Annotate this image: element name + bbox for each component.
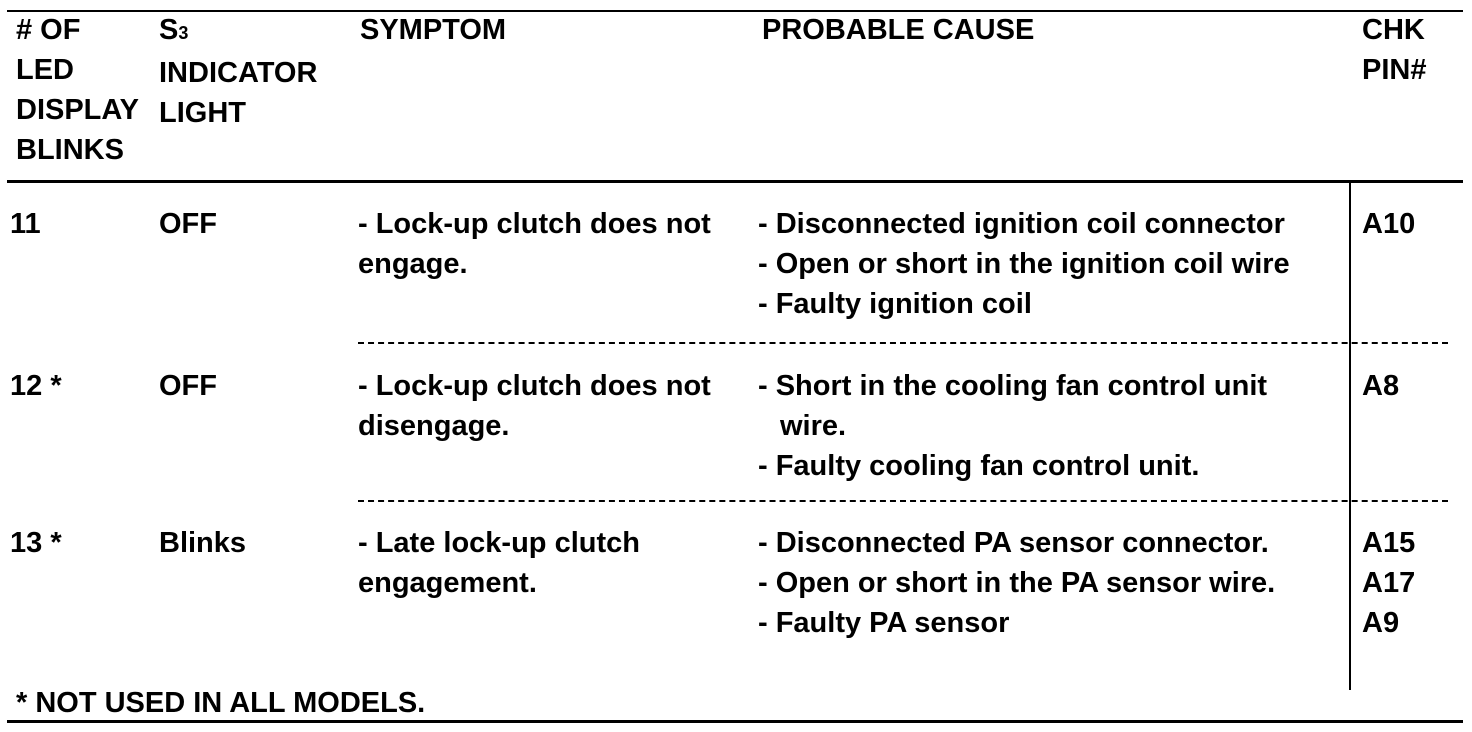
- symptom-line: - Lock-up clutch does not: [358, 370, 711, 402]
- header-rule: [7, 180, 1463, 183]
- row-13-indicator: [159, 523, 246, 563]
- cause-line: - Disconnected ignition coil connector: [758, 208, 1285, 240]
- symptom-line: - Lock-up clutch does not: [358, 208, 711, 240]
- row-11-symptom: [358, 204, 711, 284]
- header-line: PIN#: [1362, 54, 1427, 86]
- cause-line: wire.: [780, 410, 847, 442]
- indicator-value: OFF: [159, 370, 217, 402]
- pin-value: A9: [1362, 607, 1400, 639]
- cause-line: - Short in the cooling fan control unit: [758, 370, 1268, 402]
- header-indicator-light: [159, 10, 317, 133]
- header-line: BLINKS: [16, 134, 124, 166]
- header-s: S: [159, 14, 179, 46]
- pin-value: A8: [1362, 370, 1400, 402]
- header-line: [159, 10, 317, 53]
- row-11-blinks: [10, 204, 41, 244]
- pin-value: A15: [1362, 527, 1416, 559]
- cause-line: - Faulty ignition coil: [758, 288, 1032, 320]
- cause-line: - Disconnected PA sensor connector.: [758, 527, 1269, 559]
- indicator-value: Blinks: [159, 527, 247, 559]
- header-line: INDICATOR: [159, 57, 318, 89]
- header-probable-cause: [762, 10, 1034, 50]
- row-11-pins: [1362, 204, 1415, 244]
- blinks-value: 13 *: [10, 527, 62, 559]
- symptom-line: disengage.: [358, 410, 510, 442]
- pin-value: A17: [1362, 567, 1416, 599]
- cause-line: - Faulty cooling fan control unit.: [758, 450, 1200, 482]
- row-separator: [358, 500, 1448, 502]
- symptom-line: engage.: [358, 248, 468, 280]
- header-led-blinks: [16, 10, 139, 170]
- row-11-indicator: [159, 204, 217, 244]
- row-12-causes: [758, 366, 1267, 486]
- row-separator: [358, 342, 1448, 344]
- table-bottom-rule: [7, 720, 1463, 723]
- cause-line: - Open or short in the PA sensor wire.: [758, 567, 1276, 599]
- pin-value: A10: [1362, 208, 1416, 240]
- row-13-pins: [1362, 523, 1415, 643]
- header-symptom: [360, 10, 506, 50]
- header-line: # OF: [16, 14, 81, 46]
- header-line: DISPLAY: [16, 94, 140, 126]
- blinks-value: 12 *: [10, 370, 62, 402]
- symptom-line: - Late lock-up clutch: [358, 527, 640, 559]
- header-subscript: 3: [178, 23, 189, 43]
- footnote: * NOT USED IN ALL MODELS.: [16, 687, 426, 719]
- indicator-value: OFF: [159, 208, 217, 240]
- cause-line: - Faulty PA sensor: [758, 607, 1010, 639]
- row-12-indicator: [159, 366, 217, 406]
- row-13-symptom: [358, 523, 640, 603]
- header-check-pin: [1362, 10, 1426, 90]
- row-12-blinks: [10, 366, 62, 406]
- header-line: CHK: [1362, 14, 1425, 46]
- row-13-blinks: [10, 523, 62, 563]
- cause-line: - Open or short in the ignition coil wire: [758, 248, 1290, 280]
- symptom-line: engagement.: [358, 567, 537, 599]
- header-line: PROBABLE CAUSE: [762, 14, 1035, 46]
- row-11-causes: [758, 204, 1290, 324]
- header-line: LED: [16, 54, 74, 86]
- header-line: SYMPTOM: [360, 14, 507, 46]
- pin-column-divider: [1349, 183, 1351, 690]
- blinks-value: 11: [10, 208, 41, 240]
- row-13-causes: [758, 523, 1275, 643]
- row-12-pins: [1362, 366, 1399, 406]
- header-line: LIGHT: [159, 97, 246, 129]
- row-12-symptom: [358, 366, 711, 446]
